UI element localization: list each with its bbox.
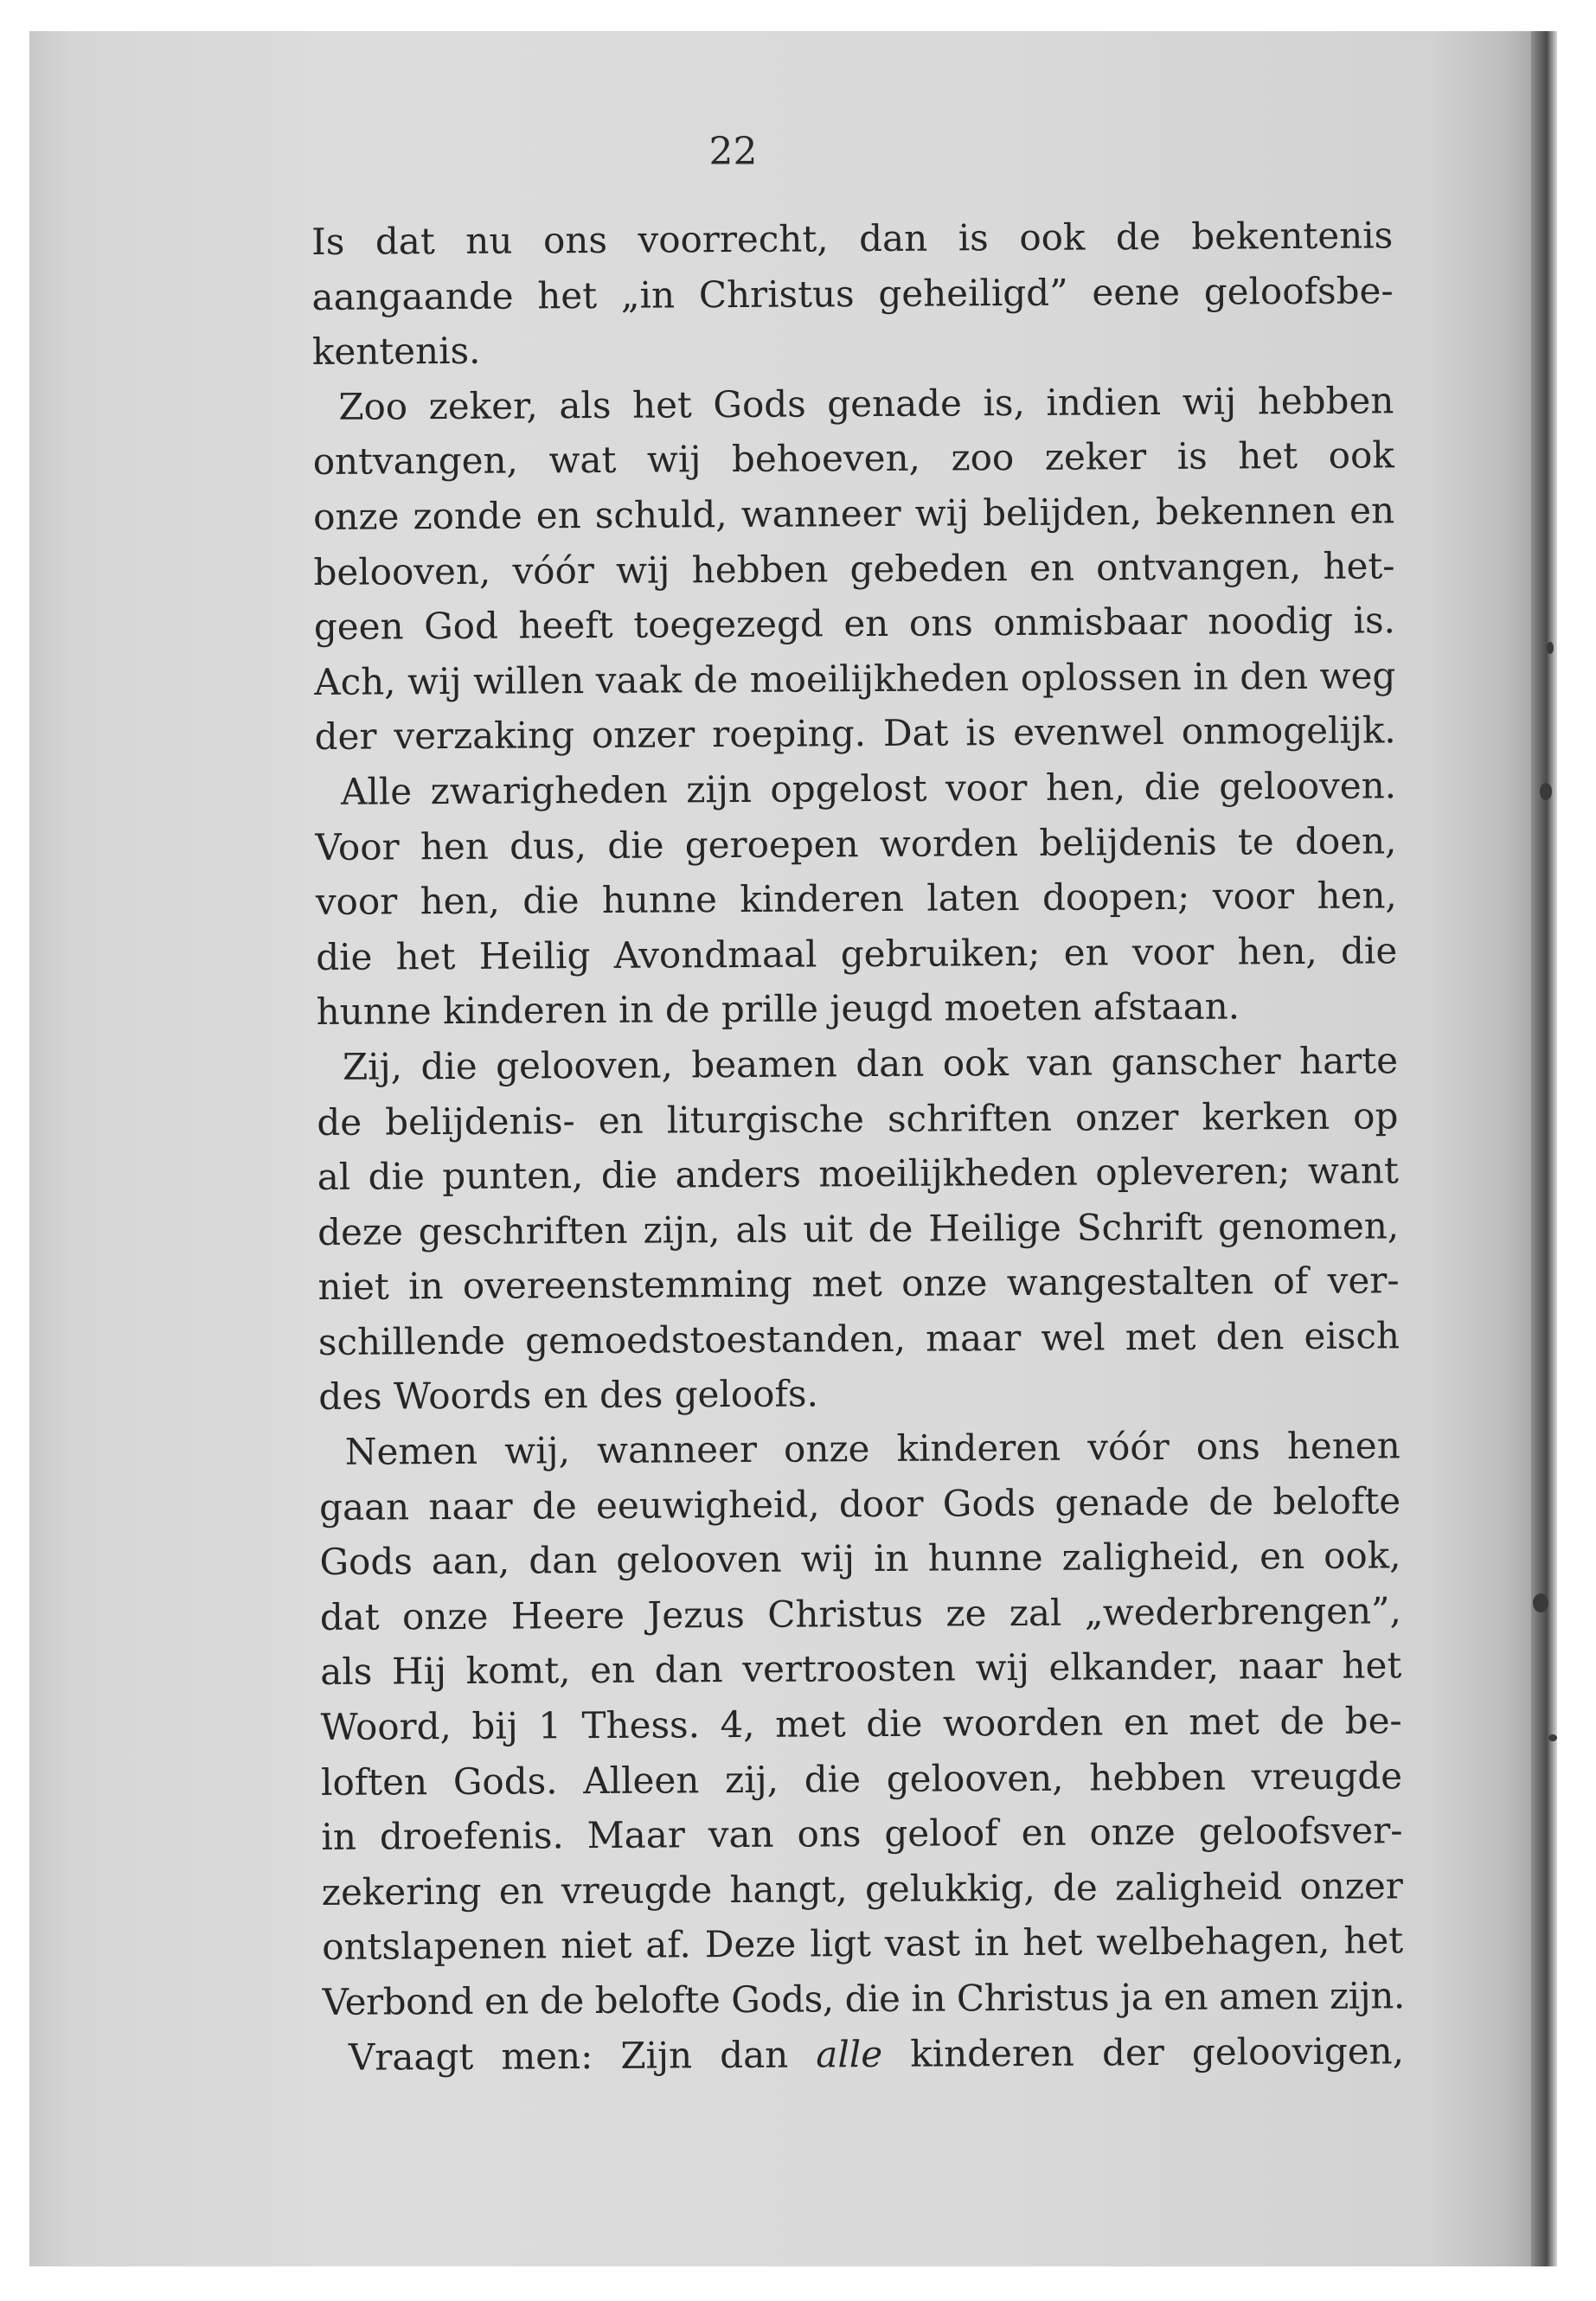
text-line: aangaande het „in Christus geheiligd” eene geloofsbe- xyxy=(311,268,1394,318)
text-line: kentenis. xyxy=(311,329,481,374)
text-line: der verzaking onzer roeping. Dat is evenwel onmogelijk. xyxy=(314,708,1396,759)
text-line: loften Gods. Alleen zij, die gelooven, hebben vreugde xyxy=(320,1753,1403,1804)
text-line: in droefenis. Maar van ons geloof en onze geloofsver- xyxy=(321,1809,1403,1859)
text-line: ontslapenen niet af. Deze ligt vast in het welbehagen, het xyxy=(322,1919,1404,1969)
text-line: gaan naar de eeuwigheid, door Gods genade de belofte xyxy=(318,1478,1401,1529)
text-line: Is dat nu ons voorrecht, dan is ook de bekentenis xyxy=(311,214,1394,263)
text-line: voor hen, die hunne kinderen laten doopen; voor hen, xyxy=(315,874,1397,924)
text-line: schillende gemoedstoestanden, maar wel met den eisch xyxy=(317,1314,1401,1363)
text-line: onze zonde en schuld, wanneer wij belijden, bekennen en xyxy=(312,489,1395,538)
book-spine-edge xyxy=(1531,31,1557,2266)
text-line: Alle zwarigheden zijn opgelost voor hen, die gelooven. xyxy=(340,764,1397,813)
italic-word: alle xyxy=(816,2032,883,2076)
final-line-start: Vraagt men: Zijn dan xyxy=(348,2033,817,2079)
text-line: Voor hen dus, die geroepen worden belijdenis te doen, xyxy=(315,818,1397,868)
text-line: de belijdenis- en liturgische schriften onzer kerken op xyxy=(317,1093,1399,1144)
paper-speck xyxy=(1547,642,1554,654)
body-text xyxy=(311,208,1404,2085)
text-line: als Hij komt, en dan vertroosten wij elkander, naar het xyxy=(320,1644,1402,1694)
paper-speck xyxy=(1548,1734,1557,1741)
paper-speck xyxy=(1533,1593,1548,1612)
paper-speck xyxy=(1540,783,1552,800)
text-line: Gods aan, dan gelooven wij in hunne zaligheid, en ook, xyxy=(319,1534,1401,1584)
text-line: geen God heeft toegezegd en ons onmisbaar noodig is. xyxy=(313,599,1396,649)
text-line: ontvangen, wat wij behoeven, zoo zeker is het ook xyxy=(312,433,1394,484)
final-line-end: kinderen der geloovigen, xyxy=(881,2029,1405,2075)
text-line: hunne kinderen in de prille jeugd moeten afstaan. xyxy=(316,984,1240,1034)
text-line: Woord, bij 1 Thess. 4, met die woorden en met de be- xyxy=(320,1699,1402,1748)
text-line: die het Heilig Avondmaal gebruiken; en voor hen, die xyxy=(316,929,1398,978)
text-line: Zij, die gelooven, beamen dan ook van ganscher harte xyxy=(342,1039,1399,1088)
text-line: Nemen wij, wanneer onze kinderen vóór ons henen xyxy=(344,1424,1401,1473)
text-line: des Woords en des geloofs. xyxy=(318,1372,818,1419)
text-line: Zoo zeker, als het Gods genade is, indien wij hebben xyxy=(338,379,1394,428)
text-line: belooven, vóór wij hebben gebeden en ontvangen, het- xyxy=(313,543,1395,593)
page-number: 22 xyxy=(708,130,758,174)
text-line: dat onze Heere Jezus Christus ze zal „wederbrengen”, xyxy=(319,1589,1402,1638)
text-line: zekering en vreugde hangt, gelukkig, de zaligheid onzer xyxy=(321,1864,1403,1913)
text-line: al die punten, die anders moeilijkheden opleveren; want xyxy=(317,1149,1399,1199)
text-line: niet in overeenstemming met onze wangestalten of ver- xyxy=(317,1259,1400,1309)
text-line-final xyxy=(323,2023,1404,2085)
text-line: Verbond en de belofte Gods, die in Christus ja en amen zijn. xyxy=(322,1974,1405,2023)
text-line: Ach, wij willen vaak de moeilijkheden oplossen in den weg xyxy=(314,654,1396,703)
text-line: deze geschriften zijn, als uit de Heilige Schrift genomen, xyxy=(317,1204,1400,1253)
